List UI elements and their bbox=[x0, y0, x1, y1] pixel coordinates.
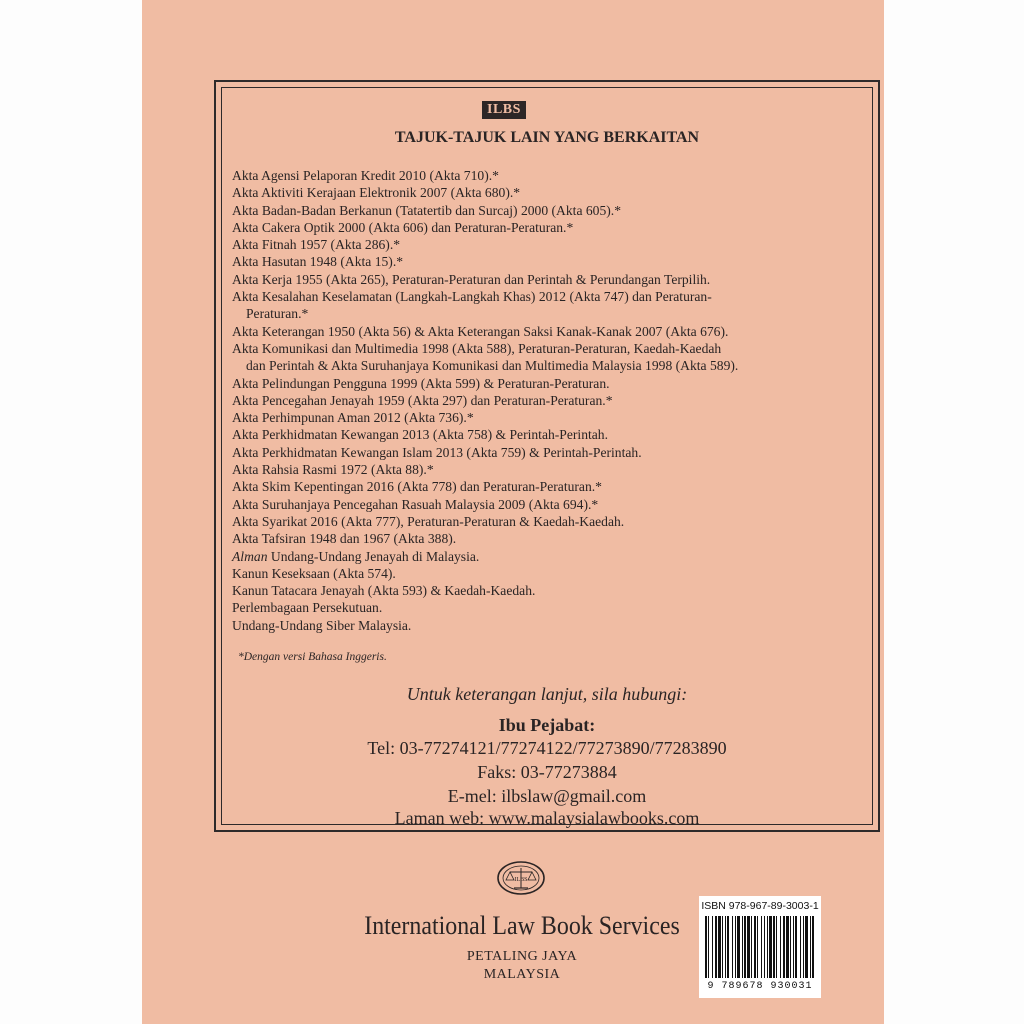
barcode-bar bbox=[751, 916, 752, 978]
barcode-bar bbox=[737, 916, 740, 978]
barcode-bar bbox=[708, 916, 709, 978]
barcode-bar bbox=[722, 916, 723, 978]
barcode-bar bbox=[803, 916, 804, 978]
head-office-label: Ibu Pejabat: bbox=[498, 715, 596, 735]
related-title-text: Akta Rahsia Rasmi 1972 (Akta 88).* bbox=[232, 462, 434, 478]
related-title-item bbox=[232, 288, 822, 323]
related-title-item bbox=[232, 565, 822, 582]
barcode-bar bbox=[712, 916, 713, 978]
related-title-item bbox=[232, 496, 822, 513]
barcode-bar bbox=[812, 916, 814, 978]
related-title-text: Kanun Tatacara Jenayah (Akta 593) & Kaedah-Kaedah. bbox=[232, 583, 536, 599]
barcode-bar bbox=[790, 916, 791, 978]
related-title-text: Akta Suruhanjaya Pencegahan Rasuah Malaysia 2009 (Akta 694).* bbox=[232, 496, 599, 512]
publisher-logo-text: ILBS bbox=[514, 877, 528, 883]
contact-intro: Untuk keterangan lanjut, sila hubungi: bbox=[406, 684, 688, 704]
publisher-country: MALAYSIA bbox=[483, 967, 561, 982]
related-title-item bbox=[232, 461, 822, 478]
related-title-text: Akta Perkhidmatan Kewangan Islam 2013 (Akta 759) & Perintah-Perintah. bbox=[232, 444, 642, 460]
publisher-name: International Law Book Services bbox=[364, 911, 680, 940]
related-title-item bbox=[232, 219, 822, 236]
isbn-label: ISBN 978-967-89-3003-1 bbox=[701, 900, 819, 912]
related-title-item bbox=[232, 375, 822, 392]
barcode-bar bbox=[769, 916, 772, 978]
footnote: *Dengan versi Bahasa Inggeris. bbox=[238, 651, 387, 663]
related-title-text: Akta Tafsiran 1948 dan 1967 (Akta 388). bbox=[232, 531, 457, 547]
related-title-item bbox=[232, 513, 822, 530]
fax-line: Faks: 03-77273884 bbox=[477, 762, 617, 782]
barcode-digits: 9 789678 930031 bbox=[707, 981, 813, 992]
related-title-text: Undang-Undang Siber Malaysia. bbox=[232, 617, 412, 633]
barcode-bar bbox=[783, 916, 785, 978]
barcode-bar bbox=[795, 916, 797, 978]
barcode-bar bbox=[754, 916, 756, 978]
related-title-continuation: Peraturan.* bbox=[246, 306, 309, 322]
telephone-line: Tel: 03-77274121/77274122/77273890/77283890 bbox=[367, 738, 727, 758]
publisher-city: PETALING JAYA bbox=[466, 949, 578, 964]
related-title-text: Akta Kesalahan Keselamatan (Langkah-Langkah Khas) 2012 (Akta 747) dan Peraturan- bbox=[232, 289, 712, 305]
barcode-icon bbox=[705, 916, 815, 980]
related-title-text: Akta Agensi Pelaporan Kredit 2010 (Akta 710).* bbox=[232, 168, 499, 183]
related-title-item bbox=[232, 599, 822, 616]
barcode-bar bbox=[732, 916, 733, 978]
barcode-bar bbox=[810, 916, 811, 978]
related-title-text: Akta Skim Kepentingan 2016 (Akta 778) dan Peraturan-Peraturan.* bbox=[232, 479, 602, 495]
related-title-item bbox=[232, 202, 822, 219]
related-title-text: Akta Perhimpunan Aman 2012 (Akta 736).* bbox=[232, 410, 474, 426]
related-title-text: Akta Badan-Badan Berkanun (Tatatertib dan Surcaj) 2000 (Akta 605).* bbox=[232, 202, 621, 218]
related-title-item bbox=[232, 392, 822, 409]
barcode-bar bbox=[742, 916, 743, 978]
related-title-item bbox=[232, 548, 822, 565]
related-title-text: Akta Pelindungan Pengguna 1999 (Akta 599) & Peraturan-Peraturan. bbox=[232, 375, 610, 391]
barcode-bar bbox=[718, 916, 721, 978]
related-title-item bbox=[232, 409, 822, 426]
related-title-text: Akta Kerja 1955 (Akta 265), Peraturan-Peraturan dan Perintah & Perundangan Terpilih. bbox=[232, 271, 711, 287]
related-titles-heading: TAJUK-TAJUK LAIN YANG BERKAITAN bbox=[394, 129, 700, 146]
related-title-item bbox=[232, 340, 822, 375]
related-titles-list bbox=[232, 167, 822, 634]
related-title-text: Perlembagaan Persekutuan. bbox=[232, 600, 383, 616]
related-title-item bbox=[232, 167, 822, 184]
barcode-bar bbox=[727, 916, 729, 978]
related-title-item bbox=[232, 236, 822, 253]
related-title-item bbox=[232, 271, 822, 288]
barcode-bar bbox=[780, 916, 781, 978]
barcode-bar bbox=[776, 916, 777, 978]
related-title-item bbox=[232, 478, 822, 495]
barcode-bar bbox=[761, 916, 762, 978]
barcode-bar bbox=[764, 916, 765, 978]
barcode-bar bbox=[757, 916, 758, 978]
barcode-bar bbox=[793, 916, 794, 978]
barcode-bar bbox=[747, 916, 750, 978]
related-title-text: Akta Cakera Optik 2000 (Akta 606) dan Peraturan-Peraturan.* bbox=[232, 219, 574, 235]
related-title-italic: Alman bbox=[232, 548, 268, 564]
barcode-box bbox=[699, 896, 821, 998]
email-line: E-mel: ilbslaw@gmail.com bbox=[447, 786, 647, 806]
barcode-bar bbox=[805, 916, 808, 978]
related-title-item bbox=[232, 617, 822, 634]
website-line: Laman web: www.malaysialawbooks.com bbox=[394, 808, 700, 828]
barcode-bar bbox=[705, 916, 707, 978]
related-title-item bbox=[232, 184, 822, 201]
related-title-text: Akta Aktiviti Kerajaan Elektronik 2007 (Akta 680).* bbox=[232, 185, 521, 201]
barcode-bar bbox=[725, 916, 726, 978]
ilbs-badge: ILBS bbox=[482, 101, 526, 119]
related-title-text: Akta Pencegahan Jenayah 1959 (Akta 297) dan Peraturan-Peraturan.* bbox=[232, 392, 613, 408]
related-title-item bbox=[232, 530, 822, 547]
barcode-bar bbox=[786, 916, 789, 978]
barcode-bar bbox=[800, 916, 801, 978]
related-title-item bbox=[232, 444, 822, 461]
related-title-text: Akta Perkhidmatan Kewangan 2013 (Akta 758) & Perintah-Perintah. bbox=[232, 427, 608, 443]
barcode-bar bbox=[735, 916, 736, 978]
related-title-item bbox=[232, 582, 822, 599]
barcode-bar bbox=[767, 916, 768, 978]
related-title-text: Akta Keterangan 1950 (Akta 56) & Akta Keterangan Saksi Kanak-Kanak 2007 (Akta 676). bbox=[232, 323, 729, 339]
barcode-bar bbox=[744, 916, 746, 978]
related-title-item bbox=[232, 323, 822, 340]
related-title-text: Akta Hasutan 1948 (Akta 15).* bbox=[232, 254, 404, 270]
related-title-item bbox=[232, 426, 822, 443]
related-title-text: Kanun Keseksaan (Akta 574). bbox=[232, 565, 396, 581]
book-back-cover bbox=[142, 0, 884, 1024]
related-title-text: Undang-Undang Jenayah di Malaysia. bbox=[267, 548, 480, 564]
barcode-bar bbox=[715, 916, 717, 978]
related-title-text: Akta Syarikat 2016 (Akta 777), Peraturan-Peraturan & Kaedah-Kaedah. bbox=[232, 513, 625, 529]
related-title-item bbox=[232, 253, 822, 270]
barcode-bar bbox=[773, 916, 775, 978]
related-title-text: Akta Komunikasi dan Multimedia 1998 (Akta 588), Peraturan-Peraturan, Kaedah-Kaedah bbox=[232, 340, 722, 356]
related-title-continuation: dan Perintah & Akta Suruhanjaya Komunikasi dan Multimedia Malaysia 1998 (Akta 589). bbox=[246, 358, 739, 374]
related-title-text: Akta Fitnah 1957 (Akta 286).* bbox=[232, 237, 401, 253]
publisher-logo-icon bbox=[496, 860, 546, 896]
